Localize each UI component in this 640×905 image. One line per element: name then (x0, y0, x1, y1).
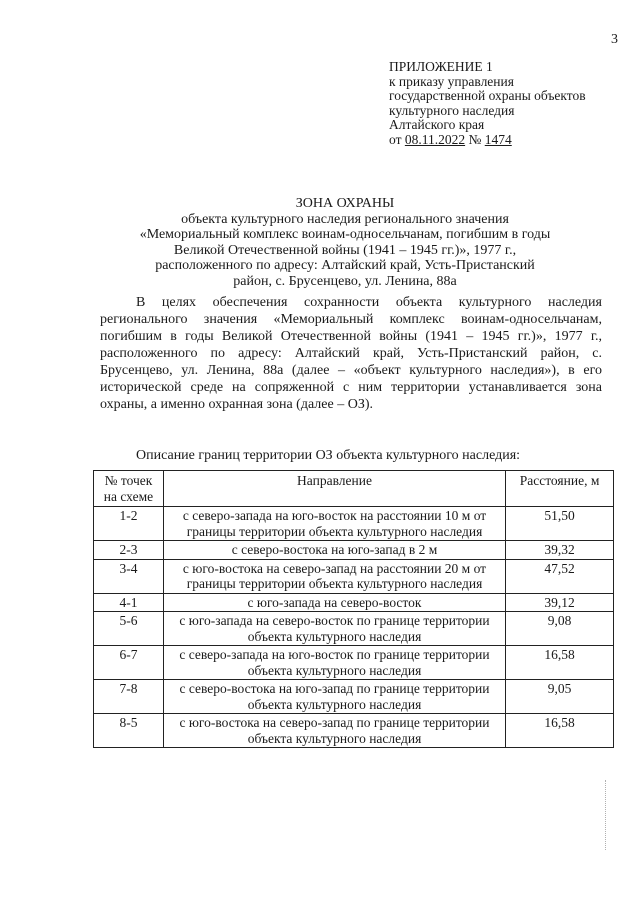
appendix-line: государственной охраны объектов (389, 88, 586, 103)
document-title (90, 196, 600, 289)
cell-distance: 51,50 (506, 507, 614, 541)
cell-points: 8-5 (94, 714, 164, 748)
margin-mark (605, 780, 609, 850)
title-line: «Мемориальный комплекс воинам-односельчанам, погибшим в годы (139, 227, 551, 242)
cell-distance: 39,32 (506, 541, 614, 560)
date-prefix: от (389, 131, 405, 147)
cell-points: 2-3 (94, 541, 164, 560)
table-row (94, 680, 614, 714)
table-row (94, 646, 614, 680)
boundary-description-caption: Описание границ территории ОЗ объекта культурного наследия: (136, 448, 521, 463)
table-row (94, 593, 614, 612)
title-line: расположенного по адресу: Алтайский край, Усть-Пристанский (155, 258, 535, 273)
header-direction: Направление (163, 471, 505, 507)
cell-distance: 16,58 (506, 714, 614, 748)
cell-points: 6-7 (94, 646, 164, 680)
cell-direction: с юго-востока на северо-запад на расстоянии 20 м от границы территории объекта культурного наследия (163, 559, 505, 593)
appendix-line: Алтайского края (389, 117, 485, 132)
cell-distance: 9,08 (506, 612, 614, 646)
cell-direction: с юго-востока на северо-запад по границе территории объекта культурного наследия (163, 714, 505, 748)
table-row (94, 541, 614, 560)
order-number: 1474 (484, 131, 512, 147)
order-date: 08.11.2022 (404, 131, 466, 147)
title-line: объекта культурного наследия регионального значения (181, 211, 509, 227)
title-heading: ЗОНА ОХРАНЫ (295, 196, 395, 211)
cell-direction: с юго-запада на северо-восток по границе территории объекта культурного наследия (163, 612, 505, 646)
table-row (94, 559, 614, 593)
header-points: № точек на схеме (94, 471, 164, 507)
title-line: район, с. Брусенцево, ул. Ленина, 88а (233, 273, 457, 289)
cell-points: 1-2 (94, 507, 164, 541)
page-number: 3 (611, 32, 618, 47)
cell-direction: с северо-востока на юго-запад по границе территории объекта культурного наследия (163, 680, 505, 714)
main-paragraph: В целях обеспечения сохранности объекта культурного наследия регионального значения «Мемориальный комплекс воинам-односельчанам, погибшим в годы Великой Отечественной войны (1941 – 1945 гг.)», 1977 г., расположенного по адресу: Алтайский край, Усть-Пристанский район, с. Брусенцево, ул. Ленина, 88а (далее – «объект культурного наследия»), в его исторической среде на сопряженной с ним территории устанавливается зона охраны, а именно охранная зона (далее – ОЗ). (100, 295, 602, 412)
order-date-line (389, 133, 586, 148)
table-row (94, 612, 614, 646)
cell-points: 3-4 (94, 559, 164, 593)
appendix-line: к приказу управления (389, 73, 514, 89)
cell-direction: с северо-запада на юго-восток на расстоянии 10 м от границы территории объекта культурного наследия (163, 507, 505, 541)
cell-direction: с юго-запада на северо-восток (163, 593, 505, 612)
title-line: Великой Отечественной войны (1941 – 1945 гг.)», 1977 г., (173, 242, 517, 258)
table-row (94, 507, 614, 541)
appendix-line: культурного наследия (389, 102, 515, 118)
cell-distance: 9,05 (506, 680, 614, 714)
cell-distance: 47,52 (506, 559, 614, 593)
cell-points: 4-1 (94, 593, 164, 612)
table-row (94, 714, 614, 748)
table-header-row (94, 471, 614, 507)
cell-direction: с северо-запада на юго-восток по границе территории объекта культурного наследия (163, 646, 505, 680)
boundary-table (93, 470, 614, 748)
cell-points: 5-6 (94, 612, 164, 646)
cell-distance: 39,12 (506, 593, 614, 612)
appendix-title: ПРИЛОЖЕНИЕ 1 (389, 59, 493, 74)
header-distance: Расстояние, м (506, 471, 614, 507)
cell-direction: с северо-востока на юго-запад в 2 м (163, 541, 505, 560)
cell-points: 7-8 (94, 680, 164, 714)
appendix-block (389, 60, 586, 147)
number-sign: № (465, 131, 485, 147)
cell-distance: 16,58 (506, 646, 614, 680)
